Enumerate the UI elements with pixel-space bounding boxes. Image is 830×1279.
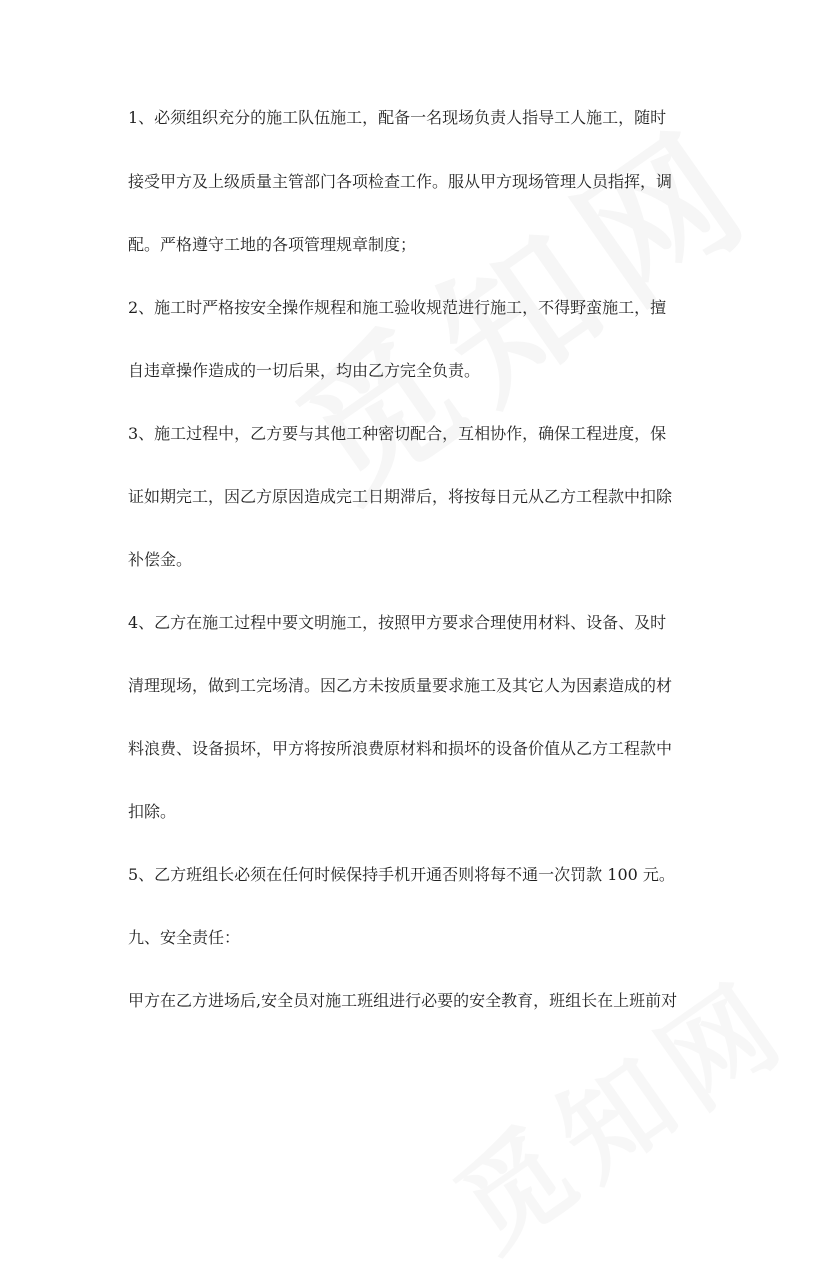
watermark [420,937,815,1279]
text-line: 1、必须组织充分的施工队伍施工，配备一名现场负责人指导工人施工，随时 [128,108,667,127]
text-line: 3、施工过程中，乙方要与其他工种密切配合，互相协作，确保工程进度，保 [128,424,667,443]
text-line: 清理现场，做到工完场清。因乙方未按质量要求施工及其它人为因素造成的材 [128,676,673,695]
text-line: 补偿金。 [128,550,193,569]
section-heading: 九、安全责任： [128,928,241,947]
text-line: 2、施工时严格按安全操作规程和施工验收规范进行施工，不得野蛮施工，擅 [128,298,667,317]
text-line: 4、乙方在施工过程中要文明施工，按照甲方要求合理使用材料、设备、及时 [128,613,667,632]
text-line: 5、乙方班组长必须在任何时候保持手机开通否则将每不通一次罚款 100 元。 [128,865,675,884]
text-line: 配。严格遵守工地的各项管理规章制度； [128,235,417,254]
text-line: 料浪费、设备损坏，甲方将按所浪费原材料和损坏的设备价值从乙方工程款中 [128,739,673,758]
text-line: 接受甲方及上级质量主管部门各项检查工作。服从甲方现场管理人员指挥，调 [128,172,673,191]
text-line: 甲方在乙方进场后,安全员对施工班组进行必要的安全教育，班组长在上班前对 [128,991,678,1010]
text-line: 扣除。 [128,802,177,821]
text-line: 证如期完工，因乙方原因造成完工日期滞后，将按每日元从乙方工程款中扣除 [128,487,673,506]
text-line: 自违章操作造成的一切后果，均由乙方完全负责。 [128,361,481,380]
